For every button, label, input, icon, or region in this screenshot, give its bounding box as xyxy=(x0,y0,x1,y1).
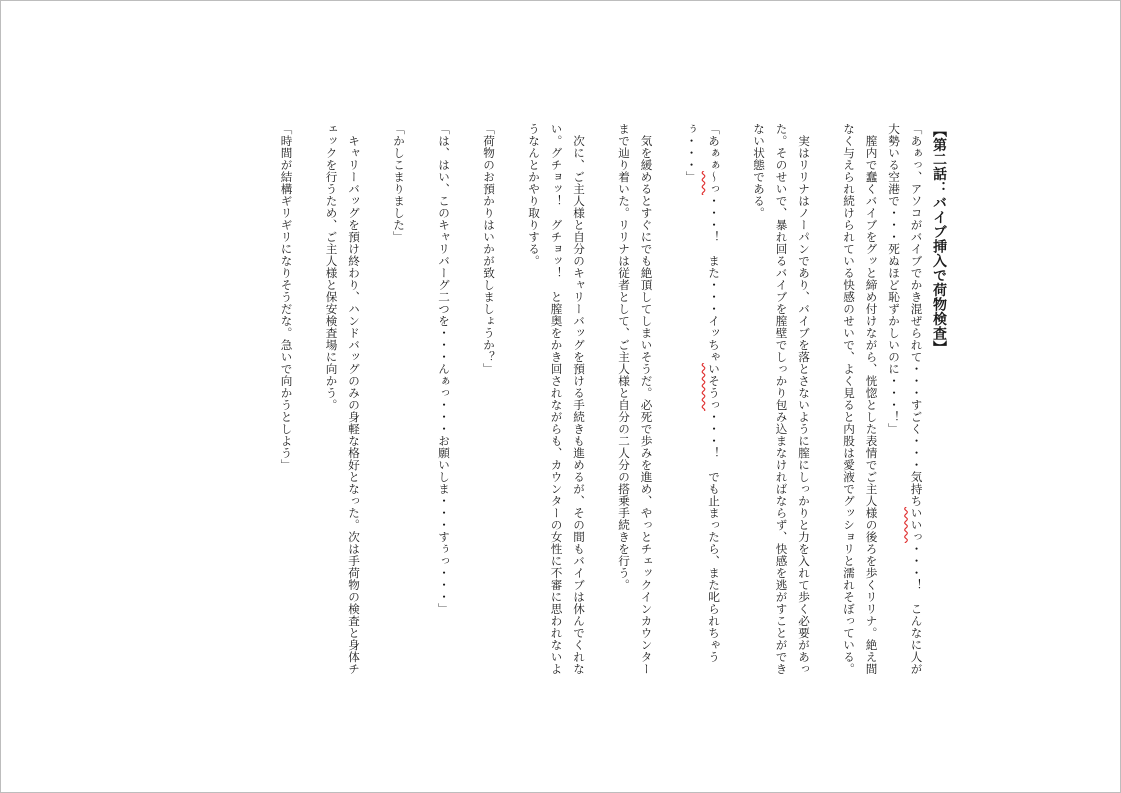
spellcheck-marked-text: いいっ xyxy=(909,507,924,543)
blank-line xyxy=(365,123,388,683)
blank-line xyxy=(658,123,681,683)
spellcheck-marked-text: いそうっ xyxy=(707,363,721,411)
dialogue-line xyxy=(275,123,298,683)
text-segment: 実はリリナはノーパンであり、バイブを落とさないように膣にしっかりと力を入れて歩く必要があった。そのせいで、暴れ回るバイブを膣壁でしっかり包み込まなければならず、快感を逃がすことができない状態である。 xyxy=(752,123,811,675)
narration-paragraph xyxy=(523,123,591,683)
text-segment: 次に、ご主人様と自分のキャリーバッグを預ける手続きも進めるが、その間もバイブは休んでくれない。グチョッ！ グチョッ！ と膣奥をかき回されながらも、カウンターの女性に不審に思われないようなんとかやり取りする。 xyxy=(527,123,586,675)
text-segment: ・・・！ また・・・イッちゃ xyxy=(707,195,721,363)
text-segment: キャリーバッグを預け終わり、ハンドバッグのみの身軽な格好となった。次は手荷物の検査と身体チェックを行うため、ご主人様と保安検査場に向かう。 xyxy=(324,123,361,675)
dialogue-line xyxy=(388,123,411,683)
text-segment: 「時間が結構ギリギリになりそうだな。急いで向かうとしよう」 xyxy=(279,123,294,471)
text-segment: ・・・！ こんなに人が大勢いる空港で・・・死ぬほど恥ずかしいのに・・・！」 xyxy=(887,123,924,675)
dialogue-line xyxy=(433,123,456,683)
chapter-heading: 【第二話：バイブ挿入で荷物検査】 xyxy=(931,123,947,355)
text-segment: 「荷物のお預かりはいかが致しましょうか？」 xyxy=(482,123,496,375)
narration-paragraph xyxy=(320,123,365,683)
text-segment: 「あぁっ、アソコがバイブでかき混ぜられて・・・すごく・・・気持ち xyxy=(909,123,924,507)
dialogue-line xyxy=(680,123,725,683)
text-segment: 気を緩めるとすぐにでも絶頂してしまいそうだ。必死で歩みを進め、やっとチェックインカウンターまで辿り着いた。リリナは従者として、ご主人様と自分の二人分の搭乗手続きを行う。 xyxy=(617,123,654,675)
narration-paragraph xyxy=(613,123,658,683)
narration-paragraph xyxy=(838,123,883,683)
text-segment: 「あぁぁ xyxy=(707,123,721,171)
blank-line xyxy=(725,123,748,683)
text-segment: ・・・！ でも止まったら、また叱られちゃうぅ・・・」 xyxy=(684,123,721,663)
blank-line xyxy=(815,123,838,683)
narration-paragraph xyxy=(748,123,816,683)
blank-line xyxy=(298,123,321,683)
text-segment: 「かしこまりました」 xyxy=(392,123,406,243)
blank-line xyxy=(590,123,613,683)
text-segment: 「は、はい、このキャリバーグ二つを・・・んぁっ・・・お願いしま・・・すぅっ・・・」 xyxy=(437,123,451,615)
spellcheck-marked-text: 〜っ xyxy=(707,171,721,195)
vertical-text-body xyxy=(275,123,950,683)
blank-line xyxy=(410,123,433,683)
text-segment: 膣内で蠢くバイブをグッと締め付けながら、恍惚とした表情でご主人様の後ろを歩くリリナ。絶え間なく与えられ続けられている快感のせいで、よく見ると内股は愛液でグッショリと濡れそぼっている。 xyxy=(842,123,879,675)
blank-line xyxy=(500,123,523,683)
dialogue-line xyxy=(883,123,928,683)
dialogue-line xyxy=(478,123,501,683)
blank-line xyxy=(455,123,478,683)
